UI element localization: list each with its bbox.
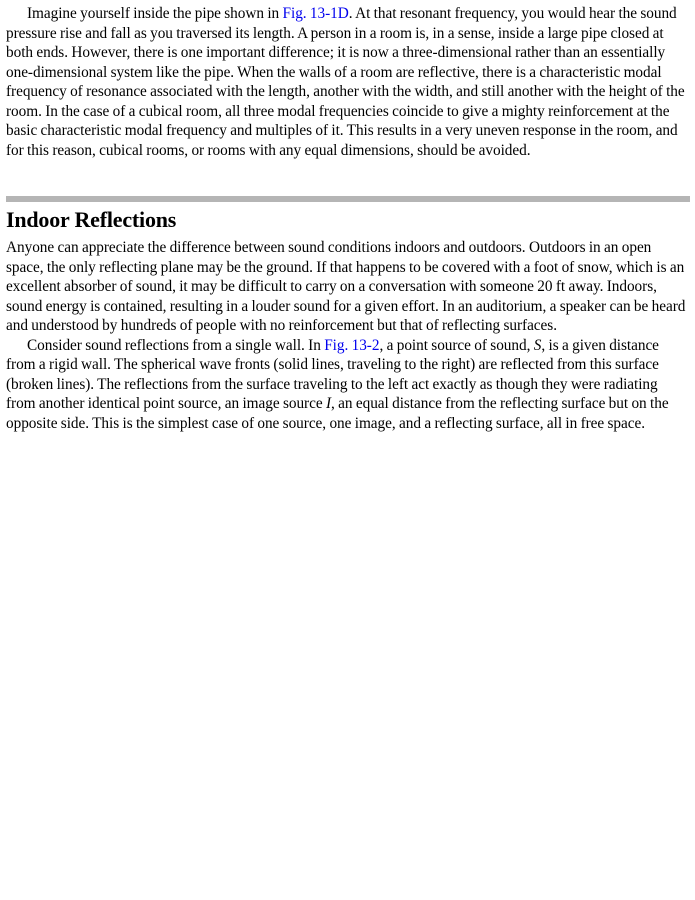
fig-13-1d-link[interactable]: Fig. 13-1D: [282, 5, 349, 22]
p2-text-3: , is a given distance from a rigid wall. The spherical wave fronts (solid lines, traveling to the right) are reflected from this surface (broken lines). The reflections from the surface traveling to the left act exactly as though they were radiating from another identical point source, an image source: [6, 336, 659, 412]
p2-text-2: , a point source of sound,: [379, 336, 534, 354]
p2-text-1: Consider sound reflections from a single wall. In: [27, 336, 325, 354]
intro-text-1: Imagine yourself inside the pipe shown in: [27, 5, 283, 22]
image-variable-i: I: [325, 395, 331, 412]
section-heading: Indoor Reflections: [6, 207, 177, 232]
source-variable-s: S: [533, 336, 542, 354]
section-divider: [6, 196, 690, 202]
document-page: [6, 4, 690, 433]
fig-13-2-link[interactable]: Fig. 13-2: [324, 336, 380, 354]
p2-text-4: , an equal distance from the reflecting surface but on the opposite side. This is the simplest case of one source, one image, and a reflecting surface, all in free space.: [6, 395, 669, 432]
section-paragraph-2: [6, 336, 690, 434]
intro-paragraph: [6, 4, 690, 160]
section-paragraph-1: Anyone can appreciate the difference between sound conditions indoors and outdoors. Outdoors in an open space, the only reflecting plane may be the ground. If that happens to be covered with a foot of snow, which is an excellent absorber of sound, it may be difficult to carry on a conversation with someone 20 ft away. Indoors, sound energy is contained, resulting in a louder sound for a given effort. In an auditorium, a speaker can be heard and understood by hundreds of people with no reinforcement but that of reflecting surfaces.: [6, 239, 686, 334]
intro-text-2: . At that resonant frequency, you would hear the sound pressure rise and fall as you traversed its length. A person in a room is, in a sense, inside a large pipe closed at both ends. However, there is one important difference; it is now a three-dimensional rather than an essentially one-dimensional system like the pipe. When the walls of a room are reflective, there is a characteristic modal frequency of resonance associated with the length, another with the width, and still another with the height of the room. In the case of a cubical room, all three modal frequencies coincide to give a mighty reinforcement at the basic characteristic modal frequency and multiples of it. This results in a very uneven response in the room, and for this reason, cubical rooms, or rooms with any equal dimensions, should be avoided.: [6, 5, 685, 159]
